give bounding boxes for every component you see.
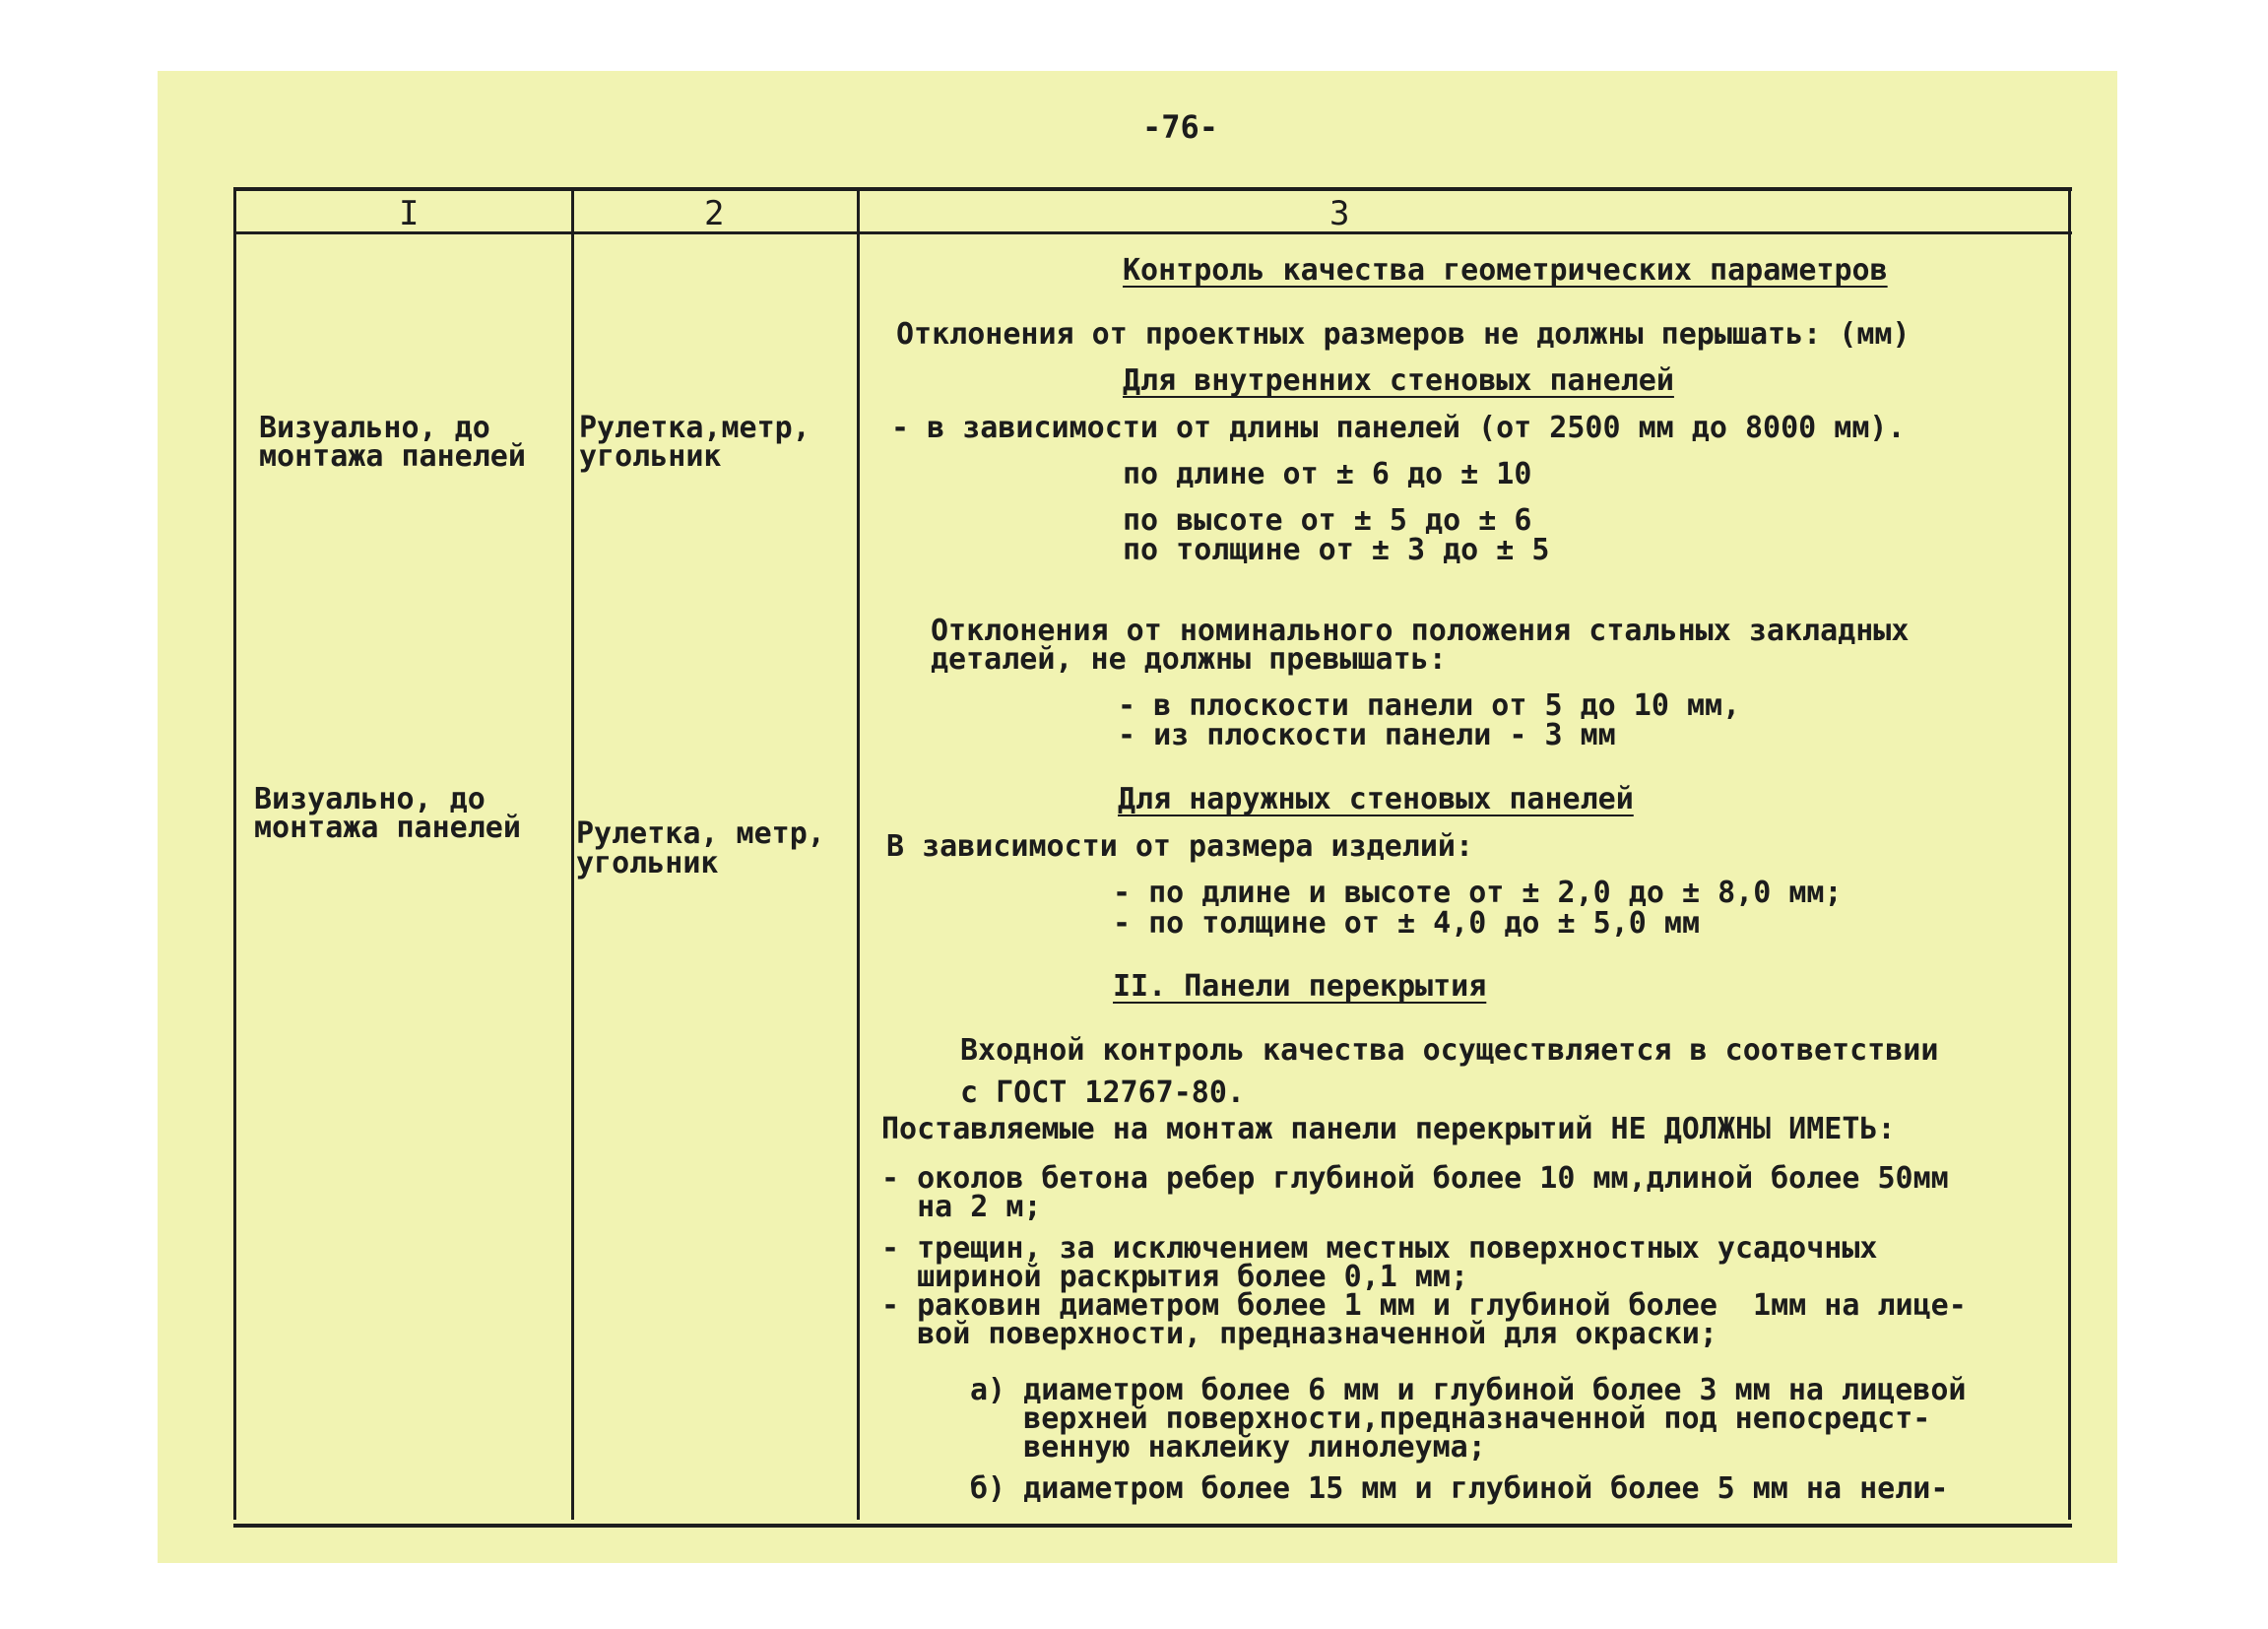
tool-cell-2-line-2: угольник xyxy=(576,846,719,880)
column-header-3: 3 xyxy=(1329,194,1350,233)
internal-line: - в зависимости от длины панелей (от 2500 мм до 8000 мм). xyxy=(891,411,1906,445)
floor-panels-title: II. Панели перекрытия xyxy=(1113,969,1487,1004)
embedded-line: - в плоскости панели от 5 до 10 мм, xyxy=(1118,688,1741,723)
method-cell-2-line-1: Визуально, до xyxy=(254,782,486,816)
floor-sub-line: б) диаметром более 15 мм и глубиной более 5 мм на нели- xyxy=(970,1471,1949,1506)
page-number: -76- xyxy=(1142,108,1219,146)
internal-line: по толщине от ± 3 до ± 5 xyxy=(1123,533,1550,567)
floor-defect-line: - трещин, за исключением местных поверхностных усадочных xyxy=(881,1231,1878,1266)
floor-defect-line: шириной раскрытия более 0,1 мм; xyxy=(881,1260,1469,1294)
floor-defect-line: на 2 м; xyxy=(881,1190,1042,1224)
tool-cell-1-line-2: угольник xyxy=(579,439,722,474)
external-intro: В зависимости от размера изделий: xyxy=(886,829,1474,864)
column-header-2: 2 xyxy=(704,194,725,233)
method-cell-1-line-1: Визуально, до xyxy=(259,411,490,445)
floor-defect-line: вой поверхности, предназначенной для окраски; xyxy=(881,1317,1717,1351)
external-line: - по толщине от ± 4,0 до ± 5,0 мм xyxy=(1113,906,1701,941)
table-border-right xyxy=(2068,187,2071,1520)
internal-panels-title: Для внутренних стеновых панелей xyxy=(1123,363,1674,398)
floor-intro-line-2: с ГОСТ 12767-80. xyxy=(960,1075,1245,1110)
embedded-intro-line-1: Отклонения от номинального положения стальных закладных xyxy=(931,614,1910,648)
section-title: Контроль качества геометрических параметров xyxy=(1123,253,1888,288)
external-panels-title: Для наружных стеновых панелей xyxy=(1118,782,1634,816)
external-line: - по длине и высоте от ± 2,0 до ± 8,0 мм; xyxy=(1113,876,1843,910)
deviations-intro: Отклонения от проектных размеров не должны перышать: (мм) xyxy=(896,317,1911,352)
method-cell-2-line-2: монтажа панелей xyxy=(254,811,521,845)
floor-sub-line: верхней поверхности,предназначенной под непосредст- xyxy=(970,1401,1931,1436)
floor-intro-line-1: Входной контроль качества осуществляется в соответствии xyxy=(960,1033,1939,1068)
column-divider-1 xyxy=(571,187,574,1520)
column-header-1: I xyxy=(399,194,420,233)
floor-sub-line: а) диаметром более 6 мм и глубиной более 3 мм на лицевой xyxy=(970,1373,1967,1407)
internal-line: по высоте от ± 5 до ± 6 xyxy=(1123,503,1532,538)
floor-defect-line: - околов бетона ребер глубиной более 10 мм,длиной более 50мм xyxy=(881,1161,1949,1196)
column-divider-2 xyxy=(857,187,860,1520)
internal-line: по длине от ± 6 до ± 10 xyxy=(1123,457,1532,491)
tool-cell-1-line-1: Рулетка,метр, xyxy=(579,411,810,445)
table-border-left xyxy=(233,187,236,1520)
embedded-intro-line-2: деталей, не должны превышать: xyxy=(931,642,1447,677)
header-divider xyxy=(233,231,2072,234)
embedded-line: - из плоскости панели - 3 мм xyxy=(1118,718,1616,752)
floor-defect-line: - раковин диаметром более 1 мм и глубиной более 1мм на лице- xyxy=(881,1288,1967,1323)
floor-sub-line: венную наклейку линолеума; xyxy=(970,1430,1486,1465)
tool-cell-2-line-1: Рулетка, метр, xyxy=(576,816,825,851)
floor-must-not: Поставляемые на монтаж панели перекрытий НЕ ДОЛЖНЫ ИМЕТЬ: xyxy=(881,1112,1896,1146)
method-cell-1-line-2: монтажа панелей xyxy=(259,439,526,474)
